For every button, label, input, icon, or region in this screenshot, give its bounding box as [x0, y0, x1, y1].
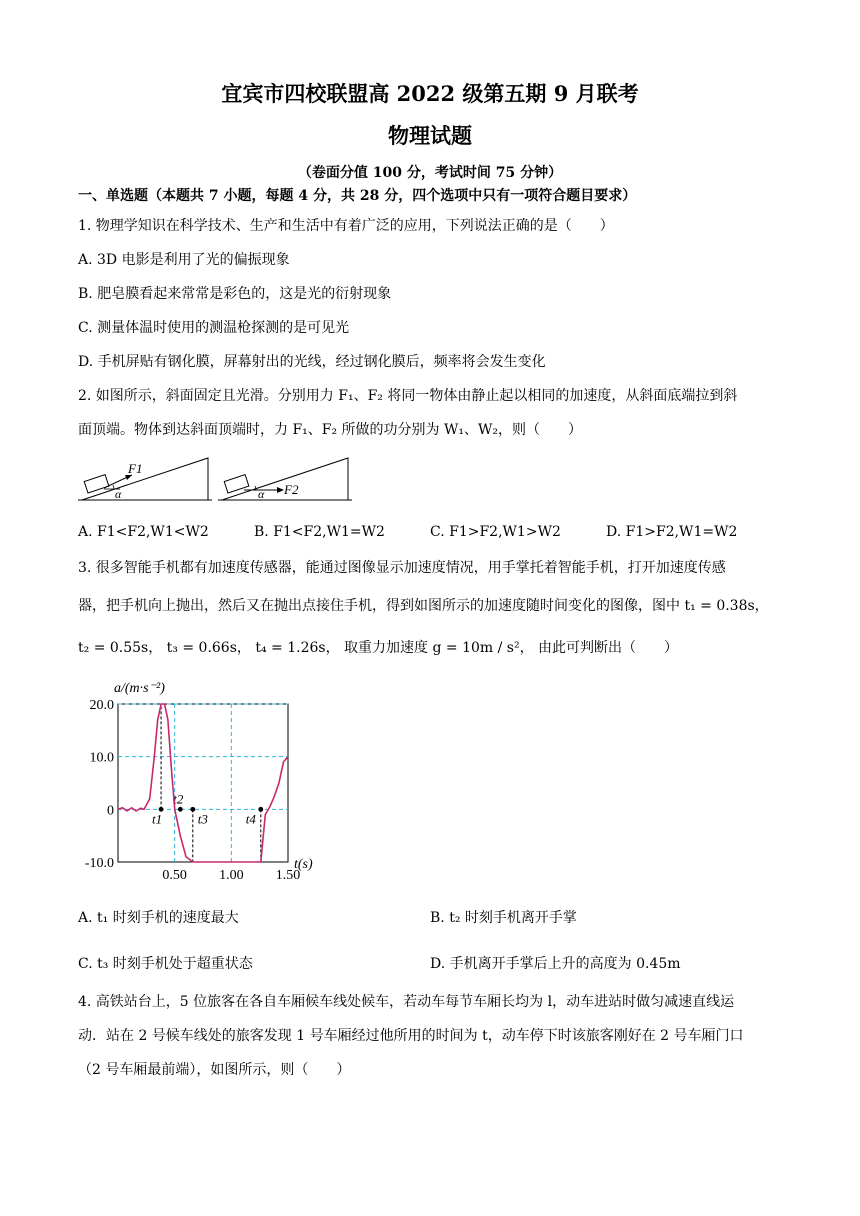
- q2-option-b: B. F1<F2,W1=W2: [254, 524, 385, 540]
- marker-point: [178, 807, 183, 812]
- angle-label-left: α: [115, 487, 122, 501]
- marker-label: t1: [152, 811, 163, 827]
- x-tick-label: 1.00: [219, 868, 244, 883]
- marker-label: t2: [173, 791, 184, 807]
- q1-option-d: D. 手机屏贴有钢化膜，屏幕射出的光线，经过钢化膜后，频率将会发生变化: [78, 354, 546, 370]
- q3-option-a: A. t₁ 时刻手机的速度最大: [78, 910, 239, 926]
- q3-option-d: D. 手机离开手掌后上升的高度为 0.45m: [430, 956, 681, 972]
- q2-stem-line1: 2. 如图所示，斜面固定且光滑。分别用力 F₁、F₂ 将同一物体由静止起以相同的加速度，从斜面底端拉到斜: [78, 388, 738, 404]
- marker-label: t4: [245, 811, 256, 827]
- section-heading: 一、单选题（本题共 7 小题，每题 4 分，共 28 分，四个选项中只有一项符合题目要求）: [78, 188, 637, 204]
- q1-stem: 1. 物理学知识在科学技术、生产和生活中有着广泛的应用，下列说法正确的是（ ）: [78, 218, 614, 234]
- q1-option-b: B. 肥皂膜看起来常常是彩色的，这是光的衍射现象: [78, 286, 392, 302]
- q3-stem-line2: 器，把手机向上抛出，然后又在抛出点接住手机，得到如图所示的加速度随时间变化的图像，图中 t₁ = 0.38s，: [78, 598, 769, 614]
- q1-option-c: C. 测量体温时使用的测温枪探测的是可见光: [78, 320, 350, 336]
- force-label-f1: F1: [128, 461, 143, 476]
- incline-figure-left: [78, 458, 212, 501]
- q3-option-c: C. t₃ 时刻手机处于超重状态: [78, 956, 253, 972]
- q3-stem-line1: 3. 很多智能手机都有加速度传感器，能通过图像显示加速度情况，用手掌托着智能手机，打开加速度传感: [78, 560, 726, 576]
- q2-option-d: D. F1>F2,W1=W2: [606, 524, 738, 540]
- q2-stem-line2: 面顶端。物体到达斜面顶端时，力 F₁、F₂ 所做的功分别为 W₁、W₂，则（ ）: [78, 422, 583, 438]
- x-tick-label: 1.50: [275, 868, 301, 883]
- chart-x-label: t(s): [294, 857, 313, 872]
- y-tick-label: 20.0: [89, 698, 114, 713]
- acceleration-chart: [70, 672, 320, 894]
- q3-stem-line3: t₂ = 0.55s， t₃ = 0.66s， t₄ = 1.26s， 取重力加速度 g = 10m / s²， 由此可判断出（ ）: [78, 640, 679, 656]
- incline-figure-right: [218, 458, 352, 501]
- force-label-f2: F2: [284, 482, 299, 497]
- acceleration-curve: [118, 704, 288, 862]
- y-tick-label: -10.0: [84, 856, 114, 871]
- y-tick-label: 10.0: [89, 750, 114, 766]
- marker-point: [258, 807, 263, 812]
- marker-point: [190, 807, 195, 812]
- exam-note: （卷面分值 100 分，考试时间 75 分钟）: [297, 165, 563, 181]
- q2-option-a: A. F1<F2,W1<W2: [78, 524, 209, 540]
- angle-label-right: α: [258, 487, 265, 501]
- q1-option-a: A. 3D 电影是利用了光的偏振现象: [78, 252, 290, 268]
- q4-stem-line3: （2 号车厢最前端），如图所示，则（ ）: [78, 1062, 351, 1078]
- q4-stem-line2: 动．站在 2 号候车线处的旅客发现 1 号车厢经过他所用的时间为 t，动车停下时该旅客刚好在 2 号车厢门口: [78, 1028, 744, 1044]
- y-tick-label: 0: [107, 803, 114, 819]
- x-tick-label: 0.50: [162, 868, 187, 883]
- q4-stem-line1: 4. 高铁站台上，5 位旅客在各自车厢候车线处候车，若动车每节车厢长均为 l，动车进站时做匀减速直线运: [78, 994, 735, 1010]
- exam-title: 宜宾市四校联盟高 2022 级第五期 9 月联考: [221, 81, 639, 106]
- q2-option-c: C. F1>F2,W1>W2: [430, 524, 561, 540]
- incline-figures: [78, 452, 358, 508]
- exam-subtitle: 物理试题: [388, 123, 472, 148]
- q3-option-b: B. t₂ 时刻手机离开手掌: [430, 910, 577, 926]
- marker-label: t3: [197, 811, 208, 827]
- chart-y-label: a/(m·s⁻²): [114, 681, 165, 696]
